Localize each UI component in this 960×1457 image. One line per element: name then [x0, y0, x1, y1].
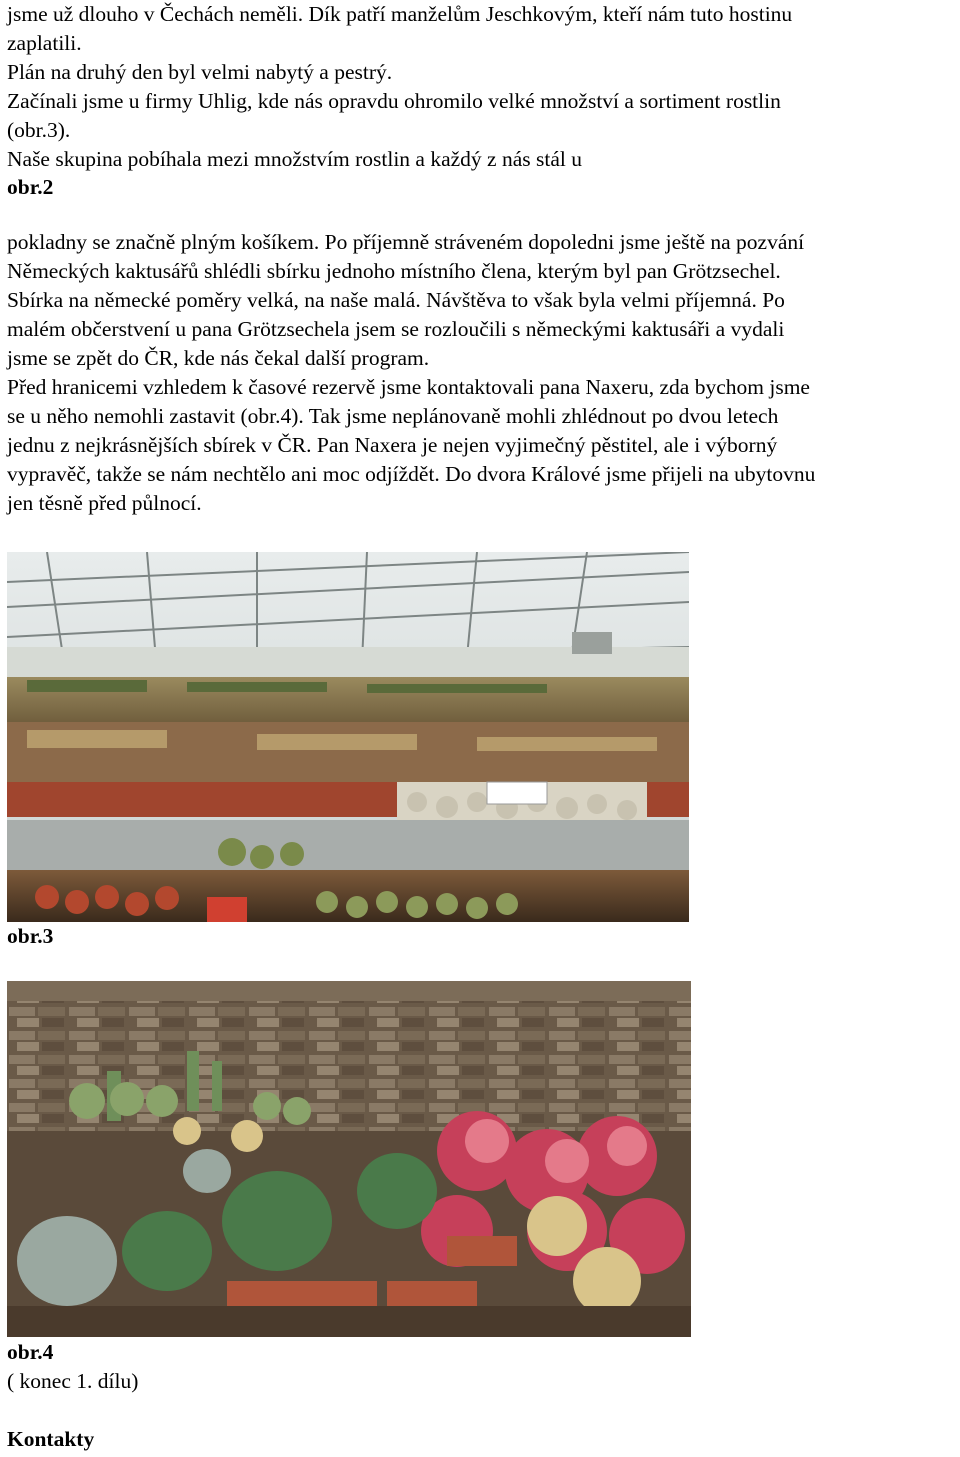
figure-caption-obr3: obr.3 [7, 924, 54, 948]
text-line: jednu z nejkrásnějších sbírek v ČR. Pan Naxera je nejen vyjimečný pěstitel, ale i výborný [7, 432, 778, 457]
text-line: Před hranicemi vzhledem k časové rezervě jsme kontaktovali pana Naxeru, zda bychom jsme [7, 374, 810, 399]
cactus-collection-illustration [7, 981, 691, 1337]
text-line: zaplatili. [7, 30, 82, 55]
text-line: vypravěč, takže se nám nechtělo ani moc odjíždět. Do dvora Králové jsme přijeli na ubytovnu [7, 461, 816, 486]
text-line: jsme se zpět do ČR, kde nás čekal další program. [7, 345, 430, 370]
spacer [7, 202, 957, 228]
text-line: (obr.3). [7, 117, 71, 142]
text-line: Sbírka na německé poměry velká, na naše malá. Návštěva to však byla velmi příjemná. Po [7, 288, 785, 313]
text-block-top [7, 0, 957, 202]
text-line: Plán na druhý den byl velmi nabytý a pestrý. [7, 59, 393, 84]
text-line: malém občerstvení u pana Grötzsechela jsem se rozloučili s německými kaktusáři a vydali [7, 317, 785, 342]
text-line: Německých kaktusářů shlédli sbírku jednoho místního člena, kterým byl pan Grötzsechel. [7, 259, 781, 284]
inline-figure-caption: obr.2 [7, 175, 54, 200]
end-note: ( konec 1. dílu) [7, 1369, 139, 1393]
text-line: pokladny se značně plným košíkem. Po příjemně stráveném dopoledni jsme ještě na pozvání [7, 230, 805, 255]
text-line: se u něho nemohli zastavit (obr.4). Tak jsme neplánovaně mohli zhlédnout po dvou letech [7, 403, 779, 428]
text-line: Naše skupina pobíhala mezi množstvím rostlin a každý z nás stál u [7, 146, 582, 171]
article-body [7, 0, 957, 517]
text-line: jen těsně před půlnocí. [7, 490, 202, 515]
greenhouse-photo-illustration [7, 552, 689, 922]
cactus-collection-photo [7, 981, 691, 1337]
section-heading-contacts: Kontakty [7, 1427, 95, 1451]
greenhouse-photo [7, 552, 689, 922]
text-line: jsme už dlouho v Čechách neměli. Dík patří manželům Jeschkovým, kteří nám tuto hostinu [7, 2, 793, 26]
text-block-bottom [7, 228, 957, 517]
figure-caption-obr4: obr.4 [7, 1340, 54, 1364]
text-line: Začínali jsme u firmy Uhlig, kde nás opravdu ohromilo velké množství a sortiment rostlin [7, 88, 781, 113]
